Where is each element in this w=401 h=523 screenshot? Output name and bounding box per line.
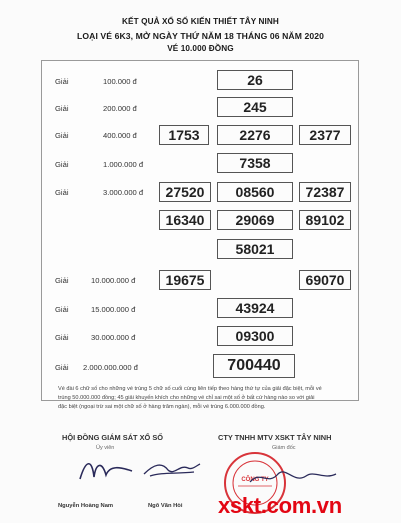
- prize-label: Giải: [55, 305, 69, 314]
- winning-number: 7358: [217, 153, 293, 173]
- winning-number: 2276: [217, 125, 293, 145]
- company-role: Giám đốc: [272, 445, 296, 451]
- winning-number: 43924: [217, 298, 293, 318]
- prize-label: Giải: [55, 104, 69, 113]
- winning-number: 69070: [299, 270, 351, 290]
- company-title: CTY TNHH MTV XSKT TÂY NINH: [218, 433, 332, 442]
- prize-amount: 2.000.000.000 đ: [83, 363, 138, 372]
- prize-amount: 10.000.000 đ: [91, 276, 136, 285]
- winning-number: 09300: [217, 326, 293, 346]
- results-table: [41, 60, 359, 401]
- prize-label: Giải: [55, 276, 69, 285]
- winning-number: 89102: [299, 210, 351, 230]
- winning-number: 08560: [217, 182, 293, 202]
- signature-1-image: [76, 455, 136, 485]
- winning-number: 72387: [299, 182, 351, 202]
- special-prize-number: 700440: [213, 354, 295, 378]
- prize-label: Giải: [55, 77, 69, 86]
- sheet-title: KẾT QUẢ XỔ SỐ KIẾN THIẾT TÂY NINH: [122, 17, 279, 26]
- winning-number: 16340: [159, 210, 211, 230]
- winning-number: 58021: [217, 239, 293, 259]
- note-line: Vé đài 6 chữ số cho những vé trùng 5 chữ số cuối cùng liên tiếp theo hàng thứ tự của giải đặc biệt, mỗi vé: [58, 386, 322, 392]
- winning-number: 2377: [299, 125, 351, 145]
- prize-amount: 200.000 đ: [103, 104, 137, 113]
- winning-number: 1753: [159, 125, 209, 145]
- prize-amount: 1.000.000 đ: [103, 160, 144, 169]
- site-watermark: xskt.com.vn: [218, 493, 342, 518]
- prize-label: Giải: [55, 333, 69, 342]
- signer-name: Nguyễn Hoàng Nam: [58, 503, 114, 509]
- prize-amount: 15.000.000 đ: [91, 305, 136, 314]
- prize-label: Giải: [55, 363, 69, 372]
- stamp-text: CÔNG TY: [241, 477, 269, 483]
- signer-name: Ngô Văn Hòi: [148, 503, 183, 509]
- prize-label: Giải: [55, 188, 69, 197]
- signature-2-image: [140, 456, 202, 484]
- winning-number: 29069: [217, 210, 293, 230]
- prize-label: Giải: [55, 131, 69, 140]
- winning-number: 245: [217, 97, 293, 117]
- note-line: trúng 50.000.000 đồng; 45 giải khuyến khích cho những vé chỉ sai một số ở bất cứ hàng nào so với giải: [58, 395, 315, 401]
- prize-amount: 30.000.000 đ: [91, 333, 136, 342]
- supervisory-board-role: Ủy viên: [96, 445, 115, 451]
- prize-amount: 100.000 đ: [103, 77, 137, 86]
- signature-3-image: [248, 464, 338, 492]
- winning-number: 26: [217, 70, 293, 90]
- prize-label: Giải: [55, 160, 69, 169]
- ticket-type-date: LOẠI VÉ 6K3, MỞ NGÀY THỨ NĂM 18 THÁNG 06 NĂM 2020: [77, 31, 324, 41]
- supervisory-board-title: HỘI ĐỒNG GIÁM SÁT XỔ SỐ: [62, 433, 164, 442]
- winning-number: 27520: [159, 182, 211, 202]
- winning-number: 19675: [159, 270, 211, 290]
- prize-amount: 3.000.000 đ: [103, 188, 144, 197]
- prize-amount: 400.000 đ: [103, 131, 137, 140]
- ticket-price: VÉ 10.000 ĐỒNG: [167, 44, 234, 53]
- note-line: đặc biệt (ngoại trừ sai một chữ số ở hàng trăm ngàn), mỗi vé trúng 6.000.000 đồng.: [58, 404, 266, 410]
